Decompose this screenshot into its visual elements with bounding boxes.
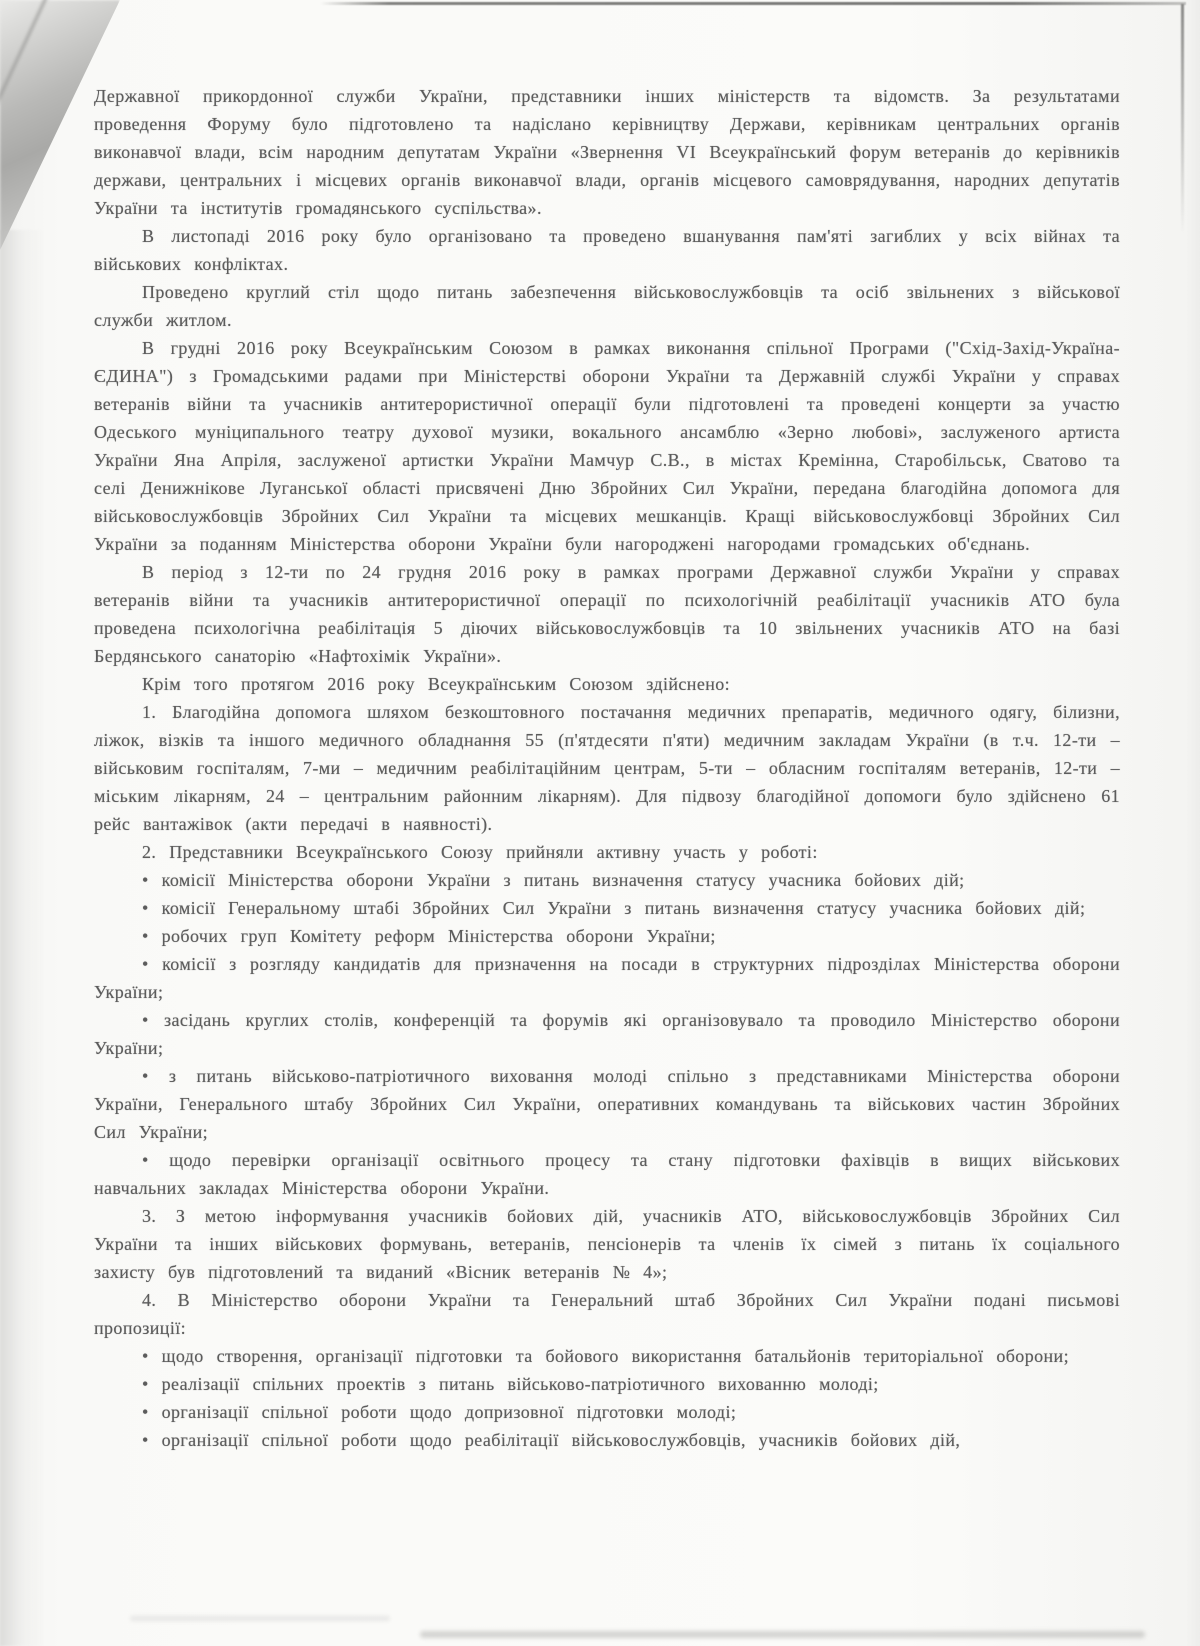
- paragraph: Проведено круглий стіл щодо питань забезпечення військовослужбовців та осіб звільнених з військової служби житлом.: [94, 282, 1120, 330]
- paragraph: Крім того протягом 2016 року Всеукраїнським Союзом здійснено:: [142, 674, 731, 694]
- bullet-item: • реалізації спільних проектів з питань військово-патріотичного вихованню молоді;: [142, 1374, 879, 1394]
- page-text: [94, 82, 1120, 1454]
- bullet-item: • комісії Міністерства оборони України з питань визначення статусу учасника бойових дій;: [142, 870, 965, 890]
- bullet-item: • організації спільної роботи щодо реабілітації військовослужбовців, учасників бойових дій,: [142, 1430, 961, 1450]
- paragraph: В листопаді 2016 року було організовано та проведено вшанування пам'яті загиблих у всіх війнах та військових конфліктах.: [94, 226, 1120, 274]
- numbered-item-4: 4. В Міністерство оборони України та Генеральний штаб Збройних Сил України подані письмові пропозиції:: [94, 1290, 1120, 1338]
- bullet-item: • засідань круглих столів, конференцій та форумів які організовувало та проводило Міністерство оборони України;: [94, 1010, 1120, 1058]
- scan-bottom-smudge-left: [130, 1616, 390, 1621]
- paragraph: В період з 12-ти по 24 грудня 2016 року в рамках програми Державної служби України у справах ветеранів війни та учасників антитерористичної операції по психологічній реабілітації учасників АТО була проведена психологічна реабілітація 5 діючих військовослужбовців та 10 звільнених учасників АТО на базі Бердянського санаторію «Нафтохімік України».: [94, 562, 1120, 666]
- paragraph: В грудні 2016 року Всеукраїнським Союзом в рамках виконання спільної Програми ("Схід-Захід-Україна-ЄДИНА") з Громадськими радами при Міністерстві оборони України та Державній службі України у справах ветеранів війни та учасників антитерористичної операції були підготовлені та проведені концерти за участю Одеського муніципального театру духової музики, вокального ансамблю «Зерно любові», заслуженого артиста України Яна Апріля, заслуженої артистки України Мамчур С.В., в містах Кремінна, Старобільськ, Сватово та селі Денижнікове Луганської області присвячені Дню Збройних Сил України, передана благодійна допомога для військовослужбовців Збройних Сил України та місцевих мешканців. Кращі військовослужбовці Збройних Сил України за поданням Міністерства оборони України були нагороджені нагородами громадських об'єднань.: [94, 338, 1120, 554]
- numbered-item-2: 2. Представники Всеукраїнського Союзу прийняли активну участь у роботі:: [142, 842, 818, 862]
- bullet-item: • щодо створення, організації підготовки та бойового використання батальйонів територіальної оборони;: [142, 1346, 1069, 1366]
- scan-left-shade: [0, 230, 46, 1646]
- paragraph-continuation: Державної прикордонної служби України, представники інших міністерств та відомств. За результатами проведення Форуму було підготовлено та надіслано керівництву Держави, керівникам центральних органів виконавчої влади, всім народним депутатам України «Звернення VI Всеукраїнський форум ветеранів до керівників держави, центральних і місцевих органів виконавчої влади, органів місцевого самоврядування, народних депутатів України та інститутів громадянського суспільства».: [94, 86, 1120, 218]
- bullet-item: • щодо перевірки організації освітнього процесу та стану підготовки фахівців в вищих військових навчальних закладах Міністерства оборони України.: [94, 1150, 1120, 1198]
- bullet-item: • комісії Генеральному штабі Збройних Сил України з питань визначення статусу учасника бойових дій;: [142, 898, 1086, 918]
- bullet-item: • комісії з розгляду кандидатів для призначення на посади в структурних підрозділах Міністерства оборони України;: [94, 954, 1120, 1002]
- bullet-item: • організації спільної роботи щодо допризовної підготовки молоді;: [142, 1402, 737, 1422]
- bullet-item: • робочих груп Комітету реформ Міністерства оборони України;: [142, 926, 716, 946]
- scan-top-edge: [320, 2, 1186, 5]
- scan-right-edge: [1181, 4, 1184, 234]
- numbered-item-1: 1. Благодійна допомога шляхом безкоштовного постачання медичних препаратів, медичного одягу, білизни, ліжок, візків та іншого медичного обладнання 55 (п'ятдесяти п'яти) медичним закладам України (в т.ч. 12-ти – військовим госпіталям, 7-ми – медичним реабілітаційним центрам, 5-ти – обласним госпіталям ветеранів, 12-ти – міським лікарням, 24 – центральним районним лікарням). Для підвозу благодійної допомоги було здійснено 61 рейс вантажівок (акти передачі в наявності).: [94, 702, 1120, 834]
- scan-bottom-smudge: [420, 1631, 1145, 1638]
- bullet-item: • з питань військово-патріотичного виховання молоді спільно з представниками Міністерства оборони України, Генерального штабу Збройних Сил України, оперативних командувань та військових частин Збройних Сил України;: [94, 1066, 1120, 1142]
- numbered-item-3: 3. З метою інформування учасників бойових дій, учасників АТО, військовослужбовців Збройних Сил України та інших військових формувань, ветеранів, пенсіонерів та членів їх сімей з питань їх соціального захисту був підготовлений та виданий «Вісник ветеранів № 4»;: [94, 1206, 1120, 1282]
